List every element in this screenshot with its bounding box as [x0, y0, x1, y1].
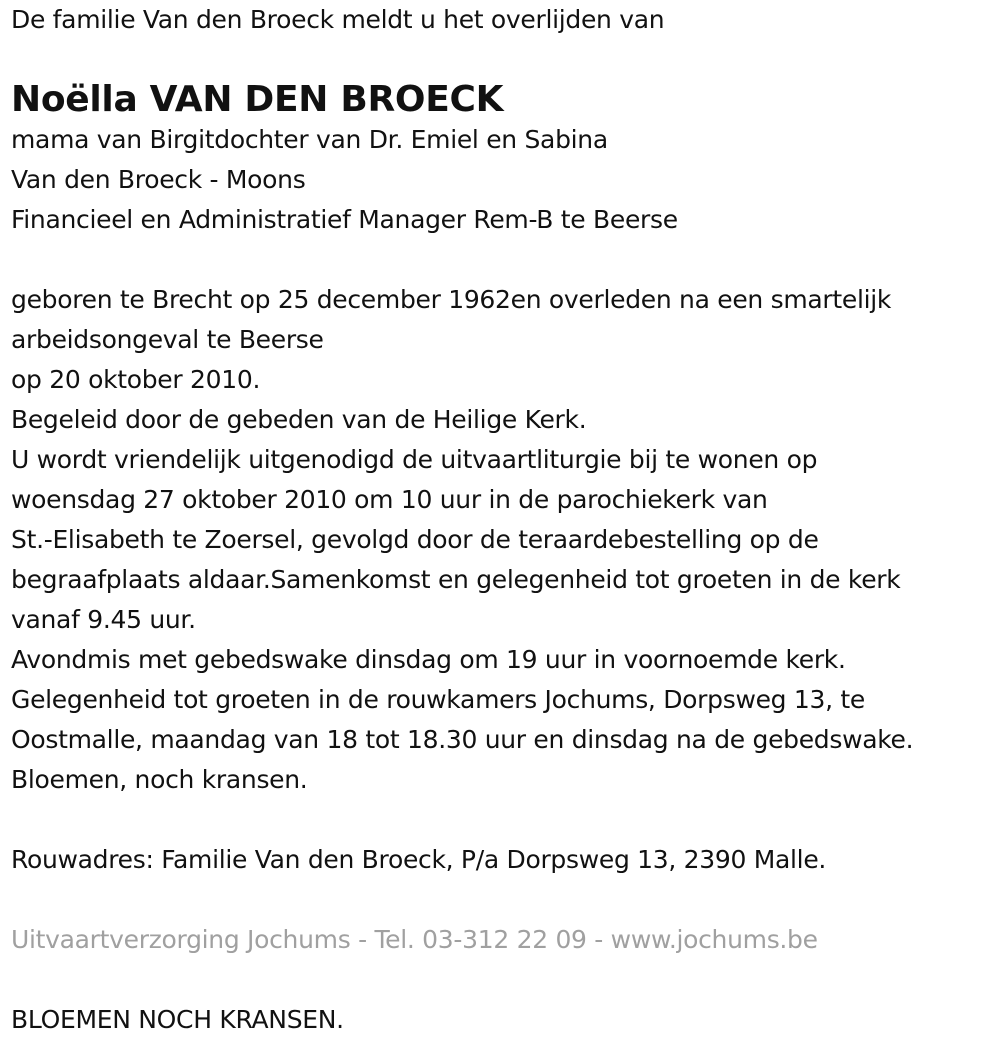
- body-line: Oostmalle, maandag van 18 tot 18.30 uur en dinsdag na de gebedswake.: [11, 725, 914, 754]
- spacer: [11, 240, 996, 280]
- body-line: woensdag 27 oktober 2010 om 10 uur in de parochiekerk van: [11, 485, 768, 514]
- body-line: U wordt vriendelijk uitgenodigd de uitvaartliturgie bij te wonen op: [11, 445, 818, 474]
- body-line: arbeidsongeval te Beerse: [11, 325, 324, 354]
- closing-note: BLOEMEN NOCH KRANSEN.: [11, 1005, 344, 1034]
- spacer: [11, 800, 996, 840]
- spacer: [11, 960, 996, 1000]
- body-line: Avondmis met gebedswake dinsdag om 19 uur in voornoemde kerk.: [11, 645, 846, 674]
- body-text-block: [11, 280, 996, 800]
- obituary-notice: [11, 0, 996, 1040]
- relation-line: Van den Broeck - Moons: [11, 165, 306, 194]
- body-line: vanaf 9.45 uur.: [11, 605, 196, 634]
- relations-block: [11, 120, 996, 240]
- deceased-name: Noëlla VAN DEN BROECK: [11, 79, 504, 120]
- body-line: Bloemen, noch kransen.: [11, 765, 308, 794]
- intro-text: De familie Van den Broeck meldt u het overlijden van: [11, 5, 665, 34]
- body-line: Gelegenheid tot groeten in de rouwkamers Jochums, Dorpsweg 13, te: [11, 685, 865, 714]
- funeral-home-contact: Uitvaartverzorging Jochums - Tel. 03-312 22 09 - www.jochums.be: [11, 925, 818, 954]
- body-line: St.-Elisabeth te Zoersel, gevolgd door de teraardebestelling op de: [11, 525, 819, 554]
- spacer: [11, 880, 996, 920]
- body-line: Begeleid door de gebeden van de Heilige Kerk.: [11, 405, 587, 434]
- body-line: geboren te Brecht op 25 december 1962en overleden na een smartelijk: [11, 285, 892, 314]
- mourning-address: Rouwadres: Familie Van den Broeck, P/a Dorpsweg 13, 2390 Malle.: [11, 845, 827, 874]
- body-line: op 20 oktober 2010.: [11, 365, 261, 394]
- relation-line: mama van Birgitdochter van Dr. Emiel en Sabina: [11, 125, 608, 154]
- relation-line: Financieel en Administratief Manager Rem-B te Beerse: [11, 205, 678, 234]
- body-line: begraafplaats aldaar.Samenkomst en gelegenheid tot groeten in de kerk: [11, 565, 901, 594]
